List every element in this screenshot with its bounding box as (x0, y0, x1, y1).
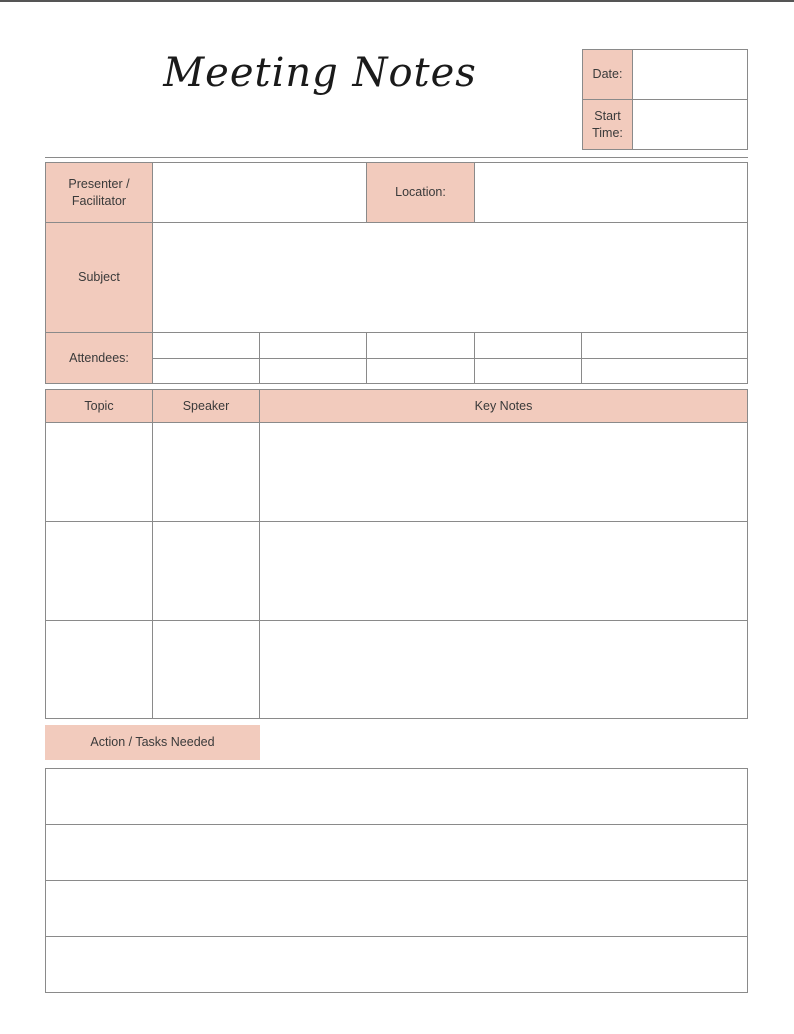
presenter-label: Presenter / Facilitator (46, 163, 152, 222)
subject-label: Subject (46, 223, 152, 332)
top-border (0, 0, 794, 2)
date-field[interactable] (633, 50, 747, 99)
presenter-field[interactable] (153, 163, 366, 222)
location-field[interactable] (475, 163, 747, 222)
subject-field[interactable] (153, 223, 747, 332)
column-header-speaker: Speaker (182, 398, 230, 413)
notes-row-line-1 (45, 521, 748, 522)
page-title: Meeting Notes (163, 50, 477, 96)
attendee-col-line-2 (366, 332, 367, 384)
actions-label: Action / Tasks Needed (45, 725, 260, 760)
location-label: Location: (367, 163, 474, 222)
column-header-topic: Topic (84, 398, 114, 413)
start-time-label: Start Time: (583, 100, 632, 149)
notes-col-line-1 (152, 389, 153, 719)
attendee-col-line-3 (474, 332, 475, 384)
actions-row-line-3 (45, 936, 748, 937)
actions-row-line-1 (45, 824, 748, 825)
actions-row-line-2 (45, 880, 748, 881)
info-row-line-2 (45, 332, 748, 333)
notes-table (45, 389, 748, 719)
notes-row-line-2 (45, 620, 748, 621)
notes-col-line-2 (259, 389, 260, 719)
date-label: Date: (583, 50, 632, 99)
info-top-rule (45, 157, 748, 158)
attendee-col-line-4 (581, 332, 582, 384)
attendees-label: Attendees: (46, 333, 152, 383)
attendee-row-line (152, 358, 748, 359)
attendee-col-line-1 (259, 332, 260, 384)
notes-header-line (45, 422, 748, 423)
info-col-line-3 (474, 162, 475, 222)
start-time-field[interactable] (633, 100, 747, 149)
info-row-line-1 (45, 222, 748, 223)
column-header-key-notes: Key Notes (474, 398, 533, 413)
info-col-line-1 (152, 162, 153, 384)
info-col-line-2 (366, 162, 367, 222)
